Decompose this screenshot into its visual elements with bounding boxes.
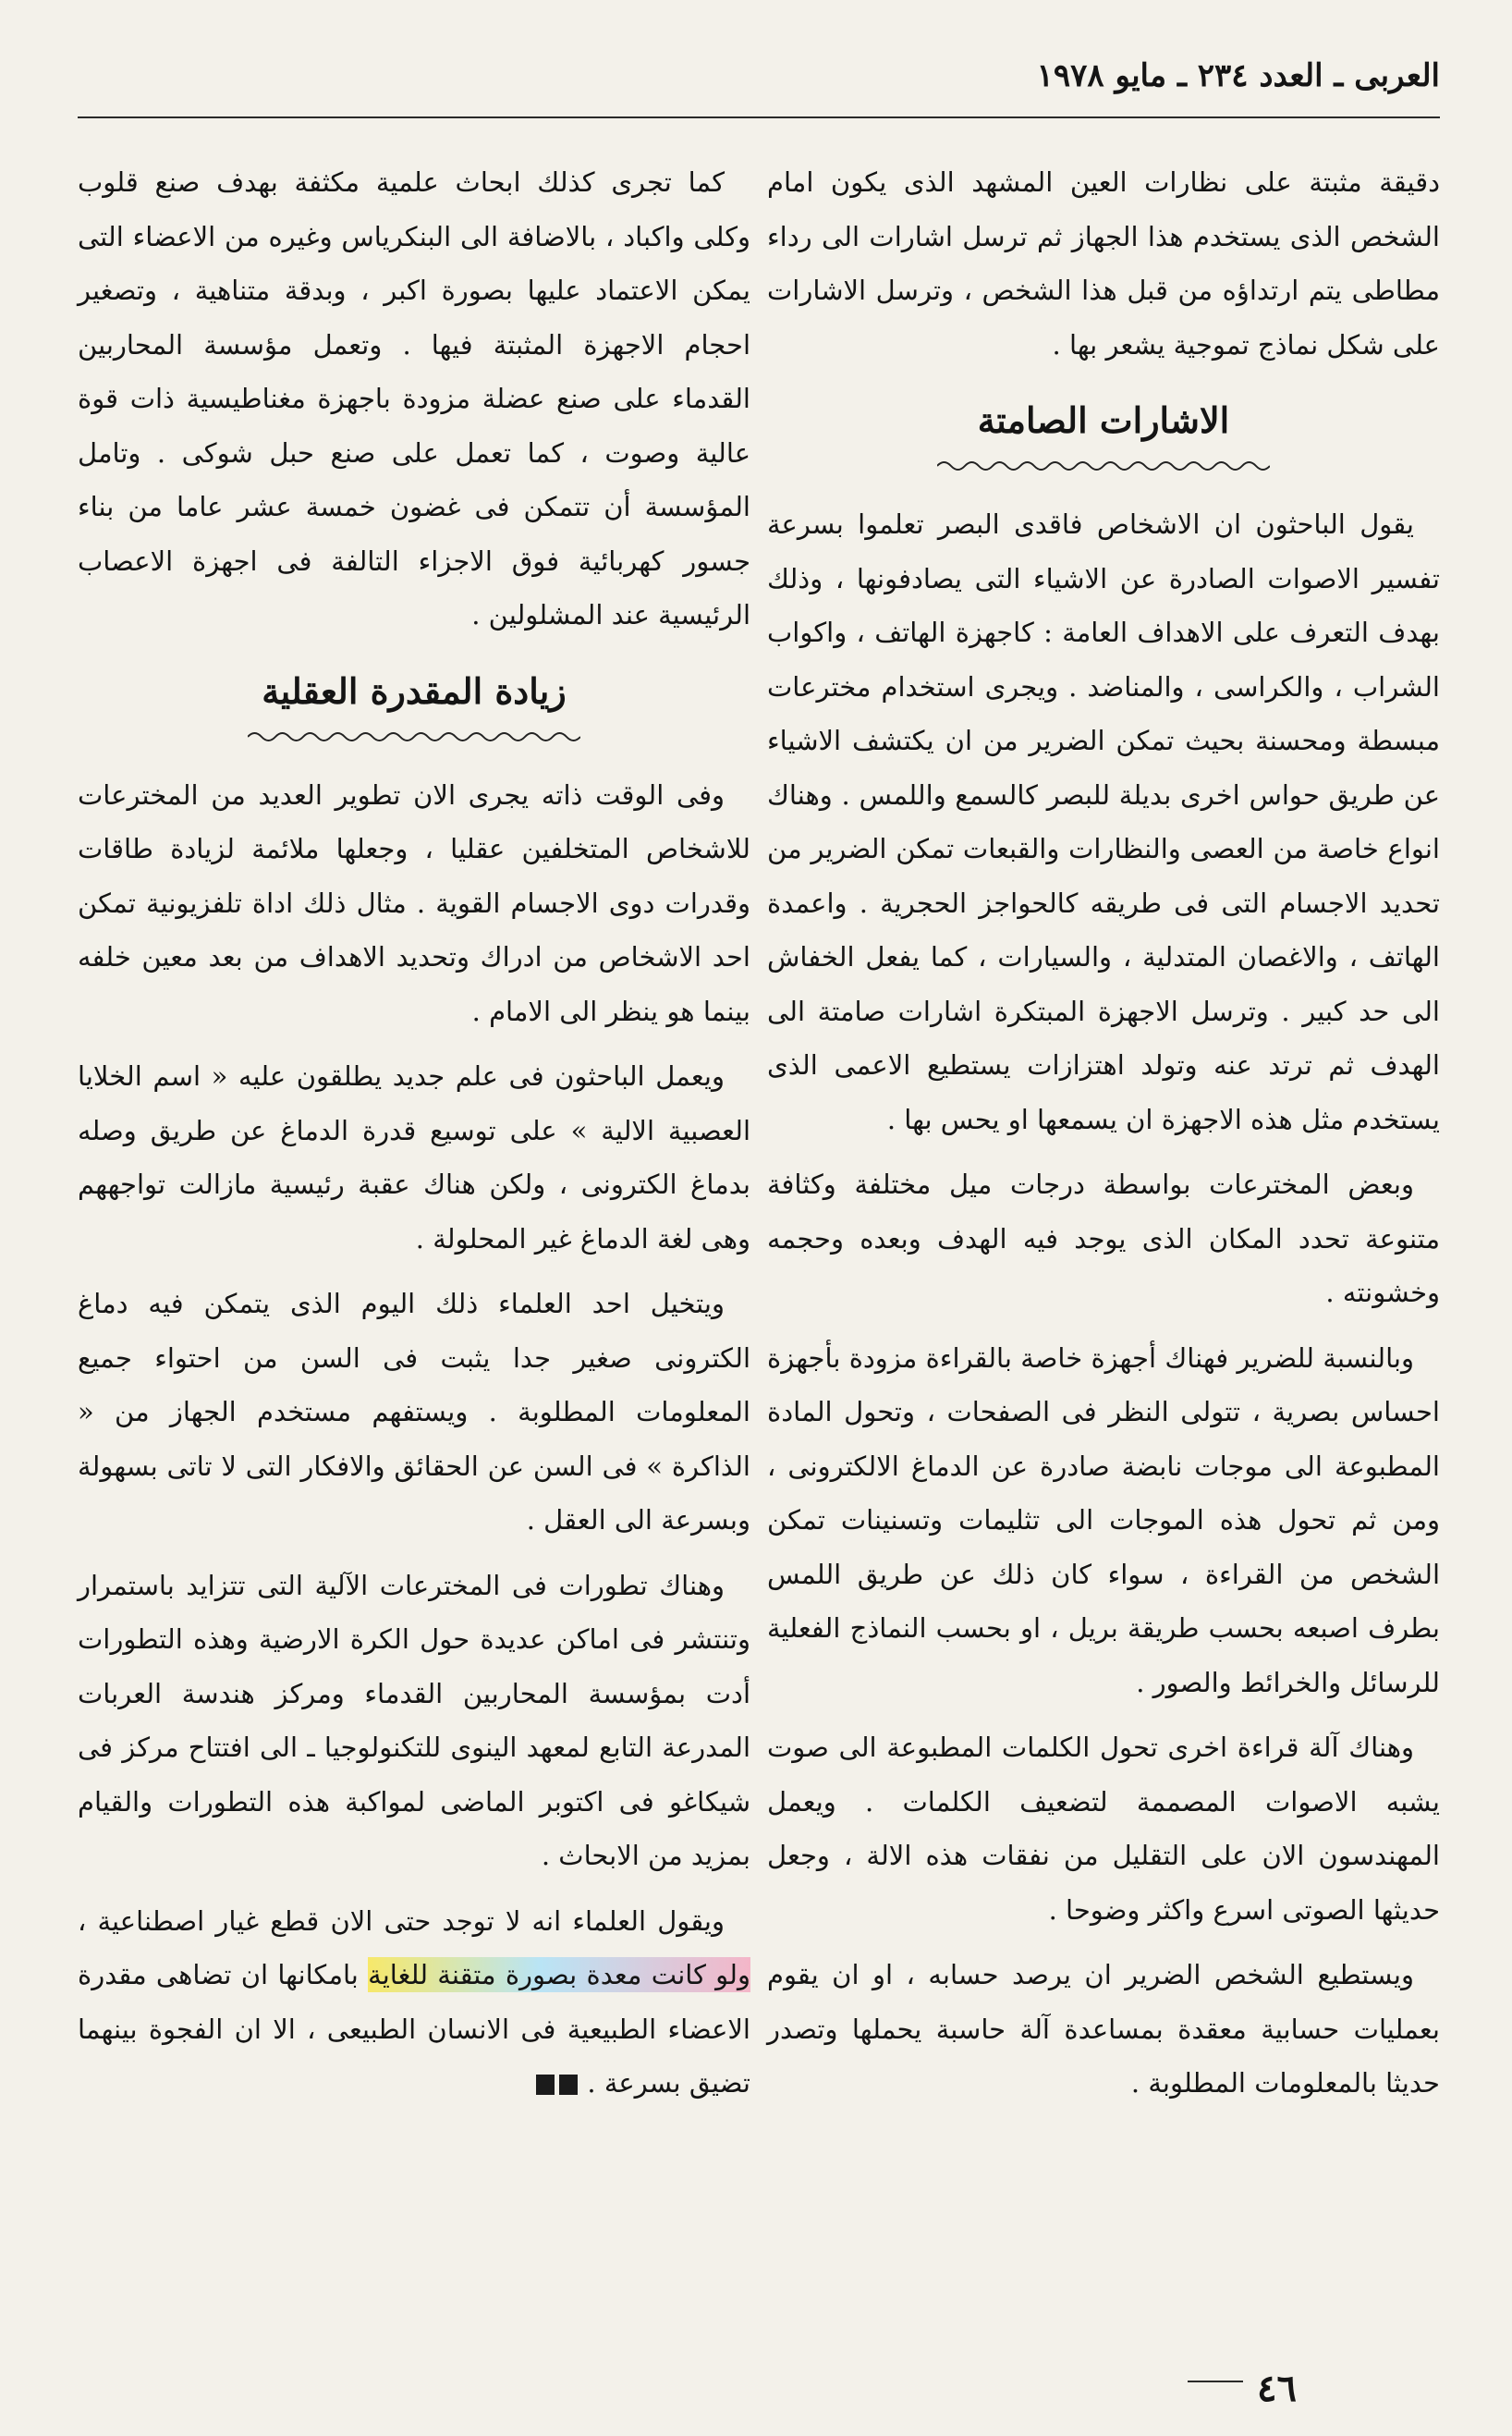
last-paragraph-start: ويقول العلماء انه لا توجد حتى الان قطع غيار اصطناعية ،: [78, 1904, 725, 1937]
body-paragraph: يقول الباحثون ان الاشخاص فاقدى البصر تعلموا بسرعة تفسير الاصوات الصادرة عن الاشياء التى يصادفونها ، وذلك بهدف التعرف على الاهداف العامة : كاجهزة الهاتف ، واكواب الشراب ، والكراسى ، والمناضد . ويجرى استخدام مخترعات مبسطة ومحسنة بحيث تمكن الضرير من ان يكتشف الاشياء عن طريق حواس اخرى بديلة للبصر كالسمع واللمس . وهناك انواع خاصة من العصى والنظارات والقبعات تمكن الضرير من تحديد الاجسام التى فى طريقه كالحواجز الحجرية . واعمدة الهاتف ، والاغصان المتدلية ، والسيارات ، كما يفعل الخفاش الى حد كبير . وترسل الاجهزة المبتكرة اشارات صامتة الى الهدف ثم ترتد عنه وتولد اهتزازات يستطيع الاعمى الذى يستخدم مثل هذه الاجهزة ان يسمعها او يحس بها .: [767, 508, 1440, 1135]
body-paragraph: وفى الوقت ذاته يجرى الان تطوير العديد من المخترعات للاشخاص المتخلفين عقليا ، وجعلها ملائمة لزيادة طاقات وقدرات دوى الاجسام القوية . مثال ذلك اداة تلفزيونية تمكن احد الاشخاص من ادراك وتحديد الاهداف من بعد معين خلفه بينما هو ينظر الى الامام .: [78, 778, 750, 1027]
last-paragraph-end: بامكانها ان تضاهى مقدرة الاعضاء الطبيعية فى الانسان الطبيعى ، الا ان الفجوة بينهما تضيق بسرعة .: [78, 1959, 750, 2099]
body-paragraph: وبعض المخترعات بواسطة درجات ميل مختلفة وكثافة متنوعة تحدد المكان الذى يوجد فيه الهدف وبعده وحجمه وخشونته .: [767, 1169, 1440, 1308]
body-paragraph: دقيقة مثبتة على نظارات العين المشهد الذى يكون امام الشخص الذى يستخدم هذا الجهاز ثم ترسل اشارات الى رداء مطاطى يتم ارتداؤه من قبل هذا الشخص ، وترسل الاشارات على شكل نماذج تموجية يشعر بها .: [767, 166, 1440, 361]
page-number: ٤٦: [1257, 2367, 1297, 2410]
body-paragraph: كما تجرى كذلك ابحاث علمية مكثفة بهدف صنع قلوب وكلى واكباد ، بالاضافة الى البنكرياس وغيره من الاعضاء التى يمكن الاعتماد عليها بصورة اكبر ، وبدقة متناهية ، وتصغير احجام الاجهزة المثبتة فيها . وتعمل مؤسسة المحاربين القدماء على صنع عضلة مزودة باجهزة مغناطيسية ذات قوة عالية وصوت ، كما تعمل على صنع حبل شوكى . وتامل المؤسسة أن تتمكن فى غضون خمسة عشر عاما من بناء جسور كهربائية فوق الاجزاء التالفة فى اجهزة الاعصاب الرئيسية عند المشلولين .: [78, 166, 750, 630]
section-heading-mental-capacity: زيادة المقدرة العقلية: [262, 669, 567, 712]
highlighted-text: ولو كانت معدة بصورة متقنة للغاية: [368, 1959, 751, 1990]
left-column: [78, 155, 750, 2122]
body-paragraph: وهناك تطورات فى المخترعات الآلية التى تتزايد باستمرار وتنتشر فى اماكن عديدة حول الكرة الارضية وهذه التطورات أدت بمؤسسة المحاربين القدماء ومركز هندسة العربات المدرعة التابع لمعهد الينوى للتكنولوجيا ـ الى افتتاح مركز فى شيكاغو فى اكتوبر الماضى لمواكبة هذه التطورات والقيام بمزيد من الابحاث .: [78, 1569, 750, 1871]
header-rule: [78, 116, 1440, 118]
heading-ornament-underline: [248, 729, 580, 744]
body-paragraph: وهناك آلة قراءة اخرى تحول الكلمات المطبوعة الى صوت يشبه الاصوات المصممة لتضعيف الكلمات . ويعمل المهندسون الان على التقليل من نفقات هذه الالة ، وجعل حديثها الصوتى اسرع واكثر وضوحا .: [767, 1732, 1440, 1926]
running-header: العربى ـ العدد ٢٣٤ ـ مايو ١٩٧٨: [1036, 57, 1440, 94]
section-heading-silent-signals: الاشارات الصامتة: [977, 399, 1230, 441]
body-paragraph: وبالنسبة للضرير فهناك أجهزة خاصة بالقراءة مزودة بأجهزة احساس بصرية ، تتولى النظر فى الصفحات ، وتحول المادة المطبوعة الى موجات نابضة صادرة عن الدماغ الالكترونى ، ومن ثم تحول هذه الموجات الى تثليمات وتسنينات تمكن الشخص من القراءة ، سواء كان ذلك عن طريق اللمس بطرف اصبعه بحسب طريقة بريل ، او بحسب النماذج الفعلية للرسائل والخرائط والصور .: [767, 1341, 1440, 1698]
end-of-article-mark: [536, 2075, 579, 2095]
body-paragraph: ويعمل الباحثون فى علم جديد يطلقون عليه « اسم الخلايا العصبية الالية » على توسيع قدرة الدماغ عن طريق وصله بدماغ الكترونى ، ولكن هناك عقبة رئيسية مازالت تواجههم وهى لغة الدماغ غير المحلولة .: [78, 1060, 750, 1255]
heading-ornament-underline: [937, 459, 1270, 473]
folio-rule: [1188, 2381, 1243, 2382]
body-paragraph: ويتخيل احد العلماء ذلك اليوم الذى يتمكن فيه دماغ الكترونى صغير جدا يثبت فى السن من احتواء جميع المعلومات المطلوبة . ويستفهم مستخدم الجهاز من « الذاكرة » فى السن عن الحقائق والافكار التى لا تاتى بسهولة وبسرعة الى العقل .: [78, 1288, 750, 1536]
last-paragraph: [78, 1894, 750, 2111]
body-paragraph: ويستطيع الشخص الضرير ان يرصد حسابه ، او ان يقوم بعمليات حسابية معقدة بمساعدة آلة حاسبة يحملها وتصدر حديثا بالمعلومات المطلوبة .: [767, 1959, 1440, 2099]
right-column: [767, 155, 1440, 2122]
